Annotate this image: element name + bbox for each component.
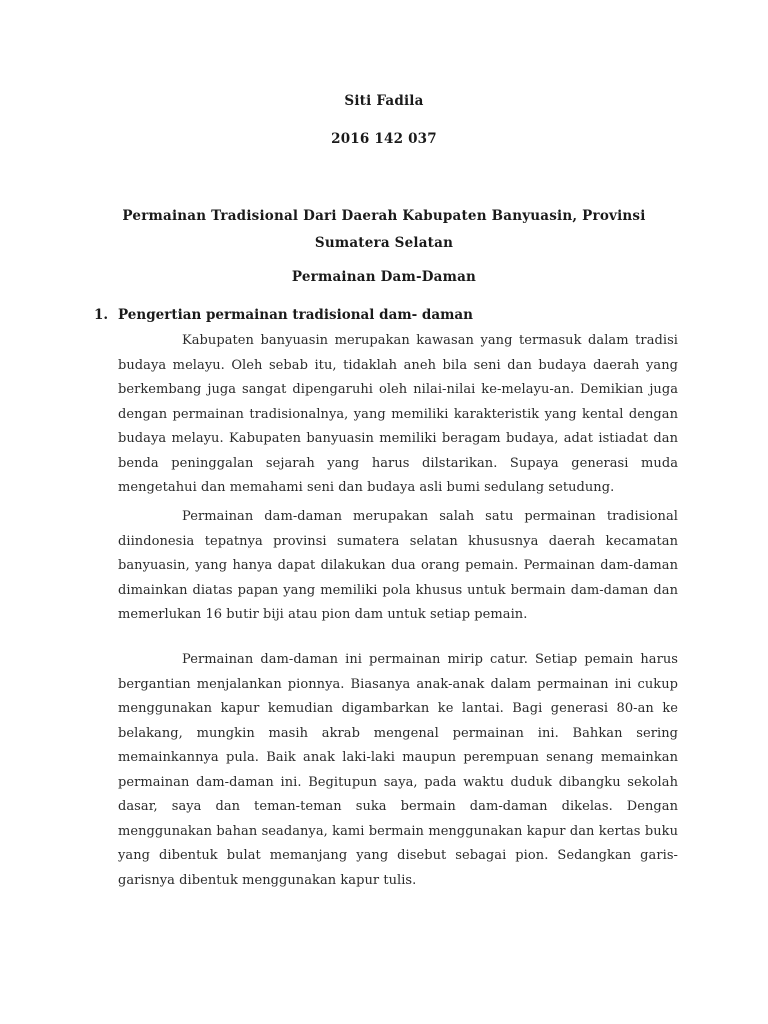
section-heading <box>94 303 473 327</box>
student-id: 2016 142 037 <box>331 131 437 147</box>
section-heading-text: Pengertian permainan tradisional dam- daman <box>118 307 473 323</box>
paragraph-1: Kabupaten banyuasin merupakan kawasan yang termasuk dalam tradisi budaya melayu. Oleh sebab itu, tidaklah aneh bila seni dan budaya daerah yang berkembang juga sangat dipengaruhi oleh nilai-nilai ke-melayu-an. Demikian juga dengan permainan tradisionalnya, yang memiliki karakteristik yang kental dengan budaya melayu. Kabupaten banyuasin memiliki beragam budaya, adat istiadat dan benda peninggalan sejarah yang harus dilstarikan. Supaya generasi muda mengetahui dan memahami seni dan budaya asli bumi sedulang setudung. <box>118 333 678 495</box>
document-title: Permainan Tradisional Dari Daerah Kabupaten Banyuasin, Provinsi Sumatera Selatan <box>122 208 646 251</box>
paragraph-2: Permainan dam-daman merupakan salah satu permainan tradisional diindonesia tepatnya provinsi sumatera selatan khususnya daerah kecamatan banyuasin, yang hanya dapat dilakukan dua orang pemain. Permainan dam-daman dimainkan diatas papan yang memiliki pola khusus untuk bermain dam-daman dan memerlukan 16 butir biji atau pion dam untuk setiap pemain. <box>118 509 678 622</box>
paragraph-3: Permainan dam-daman ini permainan mirip catur. Setiap pemain harus bergantian menjalankan pionnya. Biasanya anak-anak dalam permainan ini cukup menggunakan kapur kemudian digambarkan ke lantai. Bagi generasi 80-an ke belakang, mungkin masih akrab mengenal permainan ini. Bahkan sering memainkannya pula. Baik anak laki-laki maupun perempuan senang memainkan permainan dam-daman ini. Begitupun saya, pada waktu duduk dibangku sekolah dasar, saya dan teman-teman suka bermain dam-daman dikelas. Dengan menggunakan bahan seadanya, kami bermain menggunakan kapur dan kertas buku yang dibentuk bulat memanjang yang disebut sebagai pion. Sedangkan garis-garisnya dibentuk menggunakan kapur tulis. <box>118 652 678 888</box>
document-subtitle: Permainan Dam-Daman <box>291 269 477 285</box>
author-name: Siti Fadila <box>344 93 424 109</box>
section-number: 1. <box>94 307 109 323</box>
